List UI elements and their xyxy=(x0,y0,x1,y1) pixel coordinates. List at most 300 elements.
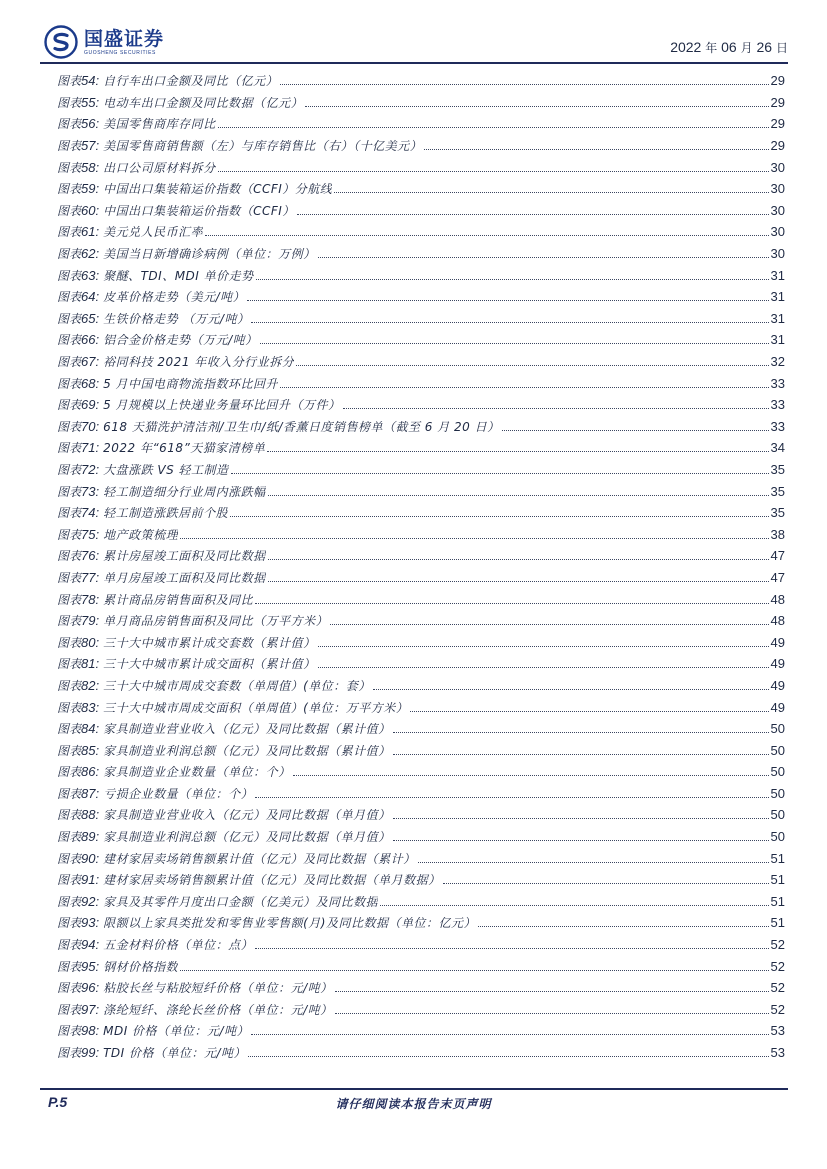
toc-entry-page: 49 xyxy=(770,699,785,715)
toc-entry-number: 84: xyxy=(81,721,100,737)
toc-entry[interactable] xyxy=(57,783,785,805)
toc-entry[interactable] xyxy=(57,826,785,848)
toc-entry-page: 31 xyxy=(770,310,785,326)
toc-entry-page: 31 xyxy=(770,267,785,283)
toc-entry-number: 89: xyxy=(81,829,100,845)
toc-entry-label xyxy=(57,763,99,780)
toc-entry-number: 64: xyxy=(81,289,100,305)
toc-entry-title: 三十大中城市累计成交套数（累计值） xyxy=(103,635,316,650)
toc-entry-prefix: 图表 xyxy=(57,376,82,391)
toc-entry-title: 聚醚、TDI、MDI 单价走势 xyxy=(103,268,254,283)
toc-entry-number: 58: xyxy=(81,159,100,175)
toc-entry-page: 32 xyxy=(770,354,785,370)
toc-entry-number: 81: xyxy=(81,656,100,672)
toc-leader-dots xyxy=(335,1013,769,1014)
toc-entry-title: 美国当日新增确诊病例（单位：万例） xyxy=(103,247,316,262)
toc-leader-dots xyxy=(334,192,768,193)
toc-entry-number: 68: xyxy=(81,375,100,391)
toc-entry-number: 92: xyxy=(81,893,100,909)
toc-entry-page: 50 xyxy=(770,785,785,801)
toc-entry-title: 限额以上家具类批发和零售业零售额(月)及同比数据（单位：亿元） xyxy=(103,916,476,931)
toc-entry-number: 79: xyxy=(81,613,100,629)
toc-entry-label xyxy=(57,979,99,996)
toc-entry-prefix: 图表 xyxy=(57,419,82,434)
toc-entry-label xyxy=(57,267,99,284)
toc-leader-dots xyxy=(267,451,768,452)
toc-entry-number: 72: xyxy=(81,461,100,477)
toc-entry-label xyxy=(57,547,99,564)
toc-entry[interactable] xyxy=(57,351,785,373)
toc-entry[interactable] xyxy=(57,761,785,783)
toc-leader-dots xyxy=(205,235,768,236)
toc-entry[interactable] xyxy=(57,502,785,524)
toc-leader-dots xyxy=(251,1034,768,1035)
toc-leader-dots xyxy=(478,926,769,927)
toc-entry-number: 62: xyxy=(81,246,100,262)
toc-leader-dots xyxy=(502,430,769,431)
toc-entry[interactable] xyxy=(57,999,785,1021)
toc-entry-title: 地产政策梳理 xyxy=(103,527,179,542)
toc-entry-title: 粘胶长丝与粘胶短纤价格（单位：元/吨） xyxy=(103,981,333,996)
toc-entry-label xyxy=(57,375,99,392)
toc-leader-dots xyxy=(318,646,769,647)
toc-entry-page: 50 xyxy=(770,742,785,758)
toc-entry-label xyxy=(57,699,99,716)
toc-leader-dots xyxy=(180,970,768,971)
toc-leader-dots xyxy=(180,538,768,539)
toc-entry-prefix: 图表 xyxy=(57,333,82,348)
toc-entry-label xyxy=(57,137,99,154)
toc-entry[interactable] xyxy=(57,588,785,610)
toc-entry-prefix: 图表 xyxy=(57,894,82,909)
toc-entry-label xyxy=(57,936,99,953)
toc-entry-label xyxy=(57,288,99,305)
toc-leader-dots xyxy=(330,624,768,625)
toc-entry-title: 生铁价格走势 （万元/吨） xyxy=(103,311,250,326)
toc-entry-title: 单月商品房销售面积及同比（万平方米） xyxy=(103,614,329,629)
toc-entry[interactable] xyxy=(57,264,785,286)
toc-entry-page: 31 xyxy=(770,332,785,348)
toc-entry-prefix: 图表 xyxy=(57,938,82,953)
toc-entry-title: 出口公司原材料拆分 xyxy=(103,160,216,175)
toc-entry-label xyxy=(57,504,99,521)
toc-entry-page: 31 xyxy=(770,289,785,305)
toc-leader-dots xyxy=(255,603,768,604)
disclaimer-note: 请仔细阅读本报告末页声明 xyxy=(335,1097,492,1111)
toc-entry[interactable] xyxy=(57,934,785,956)
toc-entry-label xyxy=(57,461,99,478)
toc-entry-page: 49 xyxy=(770,656,785,672)
toc-leader-dots xyxy=(268,495,769,496)
toc-entry-page: 49 xyxy=(770,677,785,693)
toc-entry-number: 86: xyxy=(81,764,100,780)
toc-leader-dots xyxy=(218,171,769,172)
toc-entry-prefix: 图表 xyxy=(57,1024,82,1039)
toc-entry[interactable] xyxy=(57,523,785,545)
toc-entry-number: 77: xyxy=(81,569,100,585)
toc-entry[interactable] xyxy=(57,1042,785,1064)
toc-entry-page: 50 xyxy=(770,829,785,845)
toc-entry-label xyxy=(57,850,99,867)
toc-entry-prefix: 图表 xyxy=(57,527,82,542)
toc-entry-page: 50 xyxy=(770,721,785,737)
toc-entry-prefix: 图表 xyxy=(57,743,82,758)
toc-entry-prefix: 图表 xyxy=(57,657,82,672)
toc-leader-dots xyxy=(305,106,768,107)
toc-entry-label xyxy=(57,634,99,651)
toc-entry-page: 30 xyxy=(770,181,785,197)
toc-entry-prefix: 图表 xyxy=(57,290,82,305)
toc-entry-label xyxy=(57,806,99,823)
toc-entry-number: 63: xyxy=(81,267,100,283)
toc-entry-prefix: 图表 xyxy=(57,160,82,175)
toc-entry-page: 51 xyxy=(770,893,785,909)
toc-entry-label xyxy=(57,1022,99,1039)
toc-entry-number: 87: xyxy=(81,785,100,801)
toc-entry-title: 618 天猫洗护清洁剂/卫生巾/纸/香薰日度销售榜单（截至 6 月 20 日） xyxy=(103,419,500,434)
toc-entry[interactable] xyxy=(57,200,785,222)
toc-entry[interactable] xyxy=(57,178,785,200)
toc-leader-dots xyxy=(231,473,769,474)
toc-entry-title: 2022 年“618”天猫家清榜单 xyxy=(103,441,266,456)
toc-entry-number: 54: xyxy=(81,73,100,89)
toc-entry[interactable] xyxy=(57,567,785,589)
toc-entry-title: 5 月规模以上快递业务量环比回升（万件） xyxy=(103,398,341,413)
toc-entry-number: 59: xyxy=(81,181,100,197)
toc-entry[interactable] xyxy=(57,113,785,135)
toc-entry[interactable] xyxy=(57,653,785,675)
toc-entry-label xyxy=(57,720,99,737)
toc-leader-dots xyxy=(255,797,768,798)
toc-leader-dots xyxy=(373,689,769,690)
toc-entry-label xyxy=(57,418,99,435)
toc-entry-title: 美国零售商库存同比 xyxy=(103,117,216,132)
toc-entry-page: 48 xyxy=(770,613,785,629)
toc-entry-page: 52 xyxy=(770,1001,785,1017)
toc-entry-title: 5 月中国电商物流指数环比回升 xyxy=(103,376,279,391)
toc-entry-number: 97: xyxy=(81,1001,100,1017)
toc-entry-number: 61: xyxy=(81,224,100,240)
toc-entry-page: 30 xyxy=(770,224,785,240)
toc-entry[interactable] xyxy=(57,156,785,178)
toc-entry-prefix: 图表 xyxy=(57,355,82,370)
toc-entry-title: 铝合金价格走势（万元/吨） xyxy=(103,333,258,348)
toc-entry-prefix: 图表 xyxy=(57,959,82,974)
toc-entry-page: 29 xyxy=(770,94,785,110)
toc-entry-title: 自行车出口金额及同比（亿元） xyxy=(103,74,279,89)
toc-entry-prefix: 图表 xyxy=(57,398,82,413)
toc-entry-prefix: 图表 xyxy=(57,678,82,693)
toc-entry-title: TDI 价格（单位：元/吨） xyxy=(103,1046,247,1061)
toc-entry-label xyxy=(57,94,99,111)
toc-entry-prefix: 图表 xyxy=(57,700,82,715)
toc-entry-page: 34 xyxy=(770,440,785,456)
toc-entry-label xyxy=(57,115,99,132)
toc-leader-dots xyxy=(318,667,769,668)
toc-entry-prefix: 图表 xyxy=(57,592,82,607)
toc-entry-number: 55: xyxy=(81,94,100,110)
date-day-char: 日 xyxy=(775,41,788,55)
toc-leader-dots xyxy=(410,711,768,712)
toc-entry-label xyxy=(57,828,99,845)
date-year: 2022 xyxy=(670,39,702,55)
toc-entry-label xyxy=(57,655,99,672)
toc-entry[interactable] xyxy=(57,696,785,718)
logo-chinese-name: 国盛证券 xyxy=(84,27,165,50)
toc-entry[interactable] xyxy=(57,221,785,243)
toc-entry[interactable] xyxy=(57,372,785,394)
toc-entry-page: 30 xyxy=(770,202,785,218)
toc-entry-label xyxy=(57,958,99,975)
toc-entry-title: 累计房屋竣工面积及同比数据 xyxy=(103,549,266,564)
toc-entry-prefix: 图表 xyxy=(57,808,82,823)
toc-leader-dots xyxy=(297,214,769,215)
toc-entry-page: 33 xyxy=(770,375,785,391)
toc-entry[interactable] xyxy=(57,92,785,114)
toc-entry-page: 47 xyxy=(770,548,785,564)
toc-entry-label xyxy=(57,245,99,262)
toc-entry-prefix: 图表 xyxy=(57,462,82,477)
toc-entry-page: 30 xyxy=(770,159,785,175)
toc-entry-prefix: 图表 xyxy=(57,873,82,888)
toc-entry-label xyxy=(57,353,99,370)
toc-entry-title: 家具制造业营业收入（亿元）及同比数据（累计值） xyxy=(103,722,391,737)
toc-entry-title: 家具制造业利润总额（亿元）及同比数据（单月值） xyxy=(103,830,391,845)
toc-entry-page: 35 xyxy=(770,461,785,477)
toc-entry-prefix: 图表 xyxy=(57,182,82,197)
toc-entry-label xyxy=(57,439,99,456)
toc-entry-prefix: 图表 xyxy=(57,981,82,996)
date-month-char: 月 xyxy=(740,41,753,55)
toc-entry-label xyxy=(57,785,99,802)
toc-entry[interactable] xyxy=(57,739,785,761)
toc-entry-prefix: 图表 xyxy=(57,506,82,521)
toc-entry-prefix: 图表 xyxy=(57,1046,82,1061)
toc-entry-prefix: 图表 xyxy=(57,786,82,801)
toc-entry-prefix: 图表 xyxy=(57,247,82,262)
toc-entry-page: 52 xyxy=(770,958,785,974)
toc-entry-label xyxy=(57,677,99,694)
guosheng-logo-icon xyxy=(44,25,78,59)
toc-entry-page: 53 xyxy=(770,1023,785,1039)
toc-entry-title: 家具制造业利润总额（亿元）及同比数据（累计值） xyxy=(103,743,391,758)
toc-entry[interactable] xyxy=(57,912,785,934)
toc-entry-title: 亏损企业数量（单位：个） xyxy=(103,786,254,801)
toc-entry[interactable] xyxy=(57,308,785,330)
date-year-char: 年 xyxy=(705,41,718,55)
toc-entry-number: 73: xyxy=(81,483,100,499)
date-day: 26 xyxy=(756,39,773,55)
toc-entry-label xyxy=(57,526,99,543)
toc-entry-prefix: 图表 xyxy=(57,851,82,866)
footer-divider xyxy=(40,1088,788,1090)
toc-entry-number: 56: xyxy=(81,116,100,132)
toc-entry-label xyxy=(57,893,99,910)
toc-entry-prefix: 图表 xyxy=(57,635,82,650)
toc-entry-title: 三十大中城市周成交面积（单周值）(单位：万平方米） xyxy=(103,700,409,715)
toc-entry-page: 29 xyxy=(770,73,785,89)
page-number: P.5 xyxy=(48,1094,68,1110)
toc-entry-number: 66: xyxy=(81,332,100,348)
toc-entry[interactable] xyxy=(57,847,785,869)
toc-entry-label xyxy=(57,396,99,413)
toc-entry[interactable] xyxy=(57,675,785,697)
toc-leader-dots xyxy=(393,754,769,755)
toc-entry-title: 美元兑人民币汇率 xyxy=(103,225,204,240)
toc-entry-page: 49 xyxy=(770,634,785,650)
toc-entry-label xyxy=(57,914,99,931)
toc-entry-number: 91: xyxy=(81,872,100,888)
toc-entry-number: 94: xyxy=(81,937,100,953)
toc-entry-prefix: 图表 xyxy=(57,74,82,89)
toc-entry-prefix: 图表 xyxy=(57,117,82,132)
toc-entry-page: 48 xyxy=(770,591,785,607)
toc-entry-title: 单月房屋竣工面积及同比数据 xyxy=(103,570,266,585)
table-of-figures xyxy=(57,70,785,1063)
toc-entry-prefix: 图表 xyxy=(57,722,82,737)
toc-entry-prefix: 图表 xyxy=(57,614,82,629)
toc-leader-dots xyxy=(268,559,769,560)
toc-entry[interactable] xyxy=(57,718,785,740)
toc-entry-page: 35 xyxy=(770,505,785,521)
toc-entry[interactable] xyxy=(57,955,785,977)
toc-entry-number: 96: xyxy=(81,980,100,996)
toc-entry-prefix: 图表 xyxy=(57,225,82,240)
toc-leader-dots xyxy=(280,387,768,388)
toc-entry[interactable] xyxy=(57,286,785,308)
toc-entry-number: 93: xyxy=(81,915,100,931)
toc-entry-label xyxy=(57,1044,99,1061)
toc-entry-title: 建材家居卖场销售额累计值（亿元）及同比数据（单月数据） xyxy=(103,873,441,888)
toc-entry[interactable] xyxy=(57,416,785,438)
toc-leader-dots xyxy=(393,840,769,841)
toc-entry-label xyxy=(57,223,99,240)
toc-leader-dots xyxy=(296,365,768,366)
toc-entry-page: 29 xyxy=(770,138,785,154)
toc-entry-number: 78: xyxy=(81,591,100,607)
toc-leader-dots xyxy=(393,818,769,819)
toc-entry-title: 电动车出口金额及同比数据（亿元） xyxy=(103,95,304,110)
toc-entry-page: 52 xyxy=(770,937,785,953)
toc-entry-title: 建材家居卖场销售额累计值（亿元）及同比数据（累计） xyxy=(103,851,416,866)
toc-entry[interactable] xyxy=(57,891,785,913)
toc-entry[interactable] xyxy=(57,329,785,351)
toc-entry[interactable] xyxy=(57,394,785,416)
toc-entry-title: MDI 价格（单位：元/吨） xyxy=(103,1024,250,1039)
toc-entry[interactable] xyxy=(57,631,785,653)
toc-entry-page: 50 xyxy=(770,807,785,823)
toc-entry-title: 钢材价格指数 xyxy=(103,959,179,974)
toc-entry-title: 轻工制造细分行业周内涨跌幅 xyxy=(103,484,266,499)
toc-entry-title: 中国出口集装箱运价指数（CCFI）分航线 xyxy=(103,182,333,197)
toc-entry-title: 家具及其零件月度出口金额（亿美元）及同比数据 xyxy=(103,894,379,909)
date-month: 06 xyxy=(721,39,737,55)
toc-leader-dots xyxy=(380,905,768,906)
toc-entry[interactable] xyxy=(57,804,785,826)
toc-entry[interactable] xyxy=(57,869,785,891)
toc-leader-dots xyxy=(247,300,768,301)
toc-entry[interactable] xyxy=(57,610,785,632)
toc-entry-title: 大盘涨跌 VS 轻工制造 xyxy=(103,462,229,477)
toc-entry-prefix: 图表 xyxy=(57,549,82,564)
toc-entry-label xyxy=(57,742,99,759)
toc-entry-title: 五金材料价格（单位：点） xyxy=(103,938,254,953)
toc-entry[interactable] xyxy=(57,459,785,481)
toc-entry-page: 33 xyxy=(770,397,785,413)
toc-entry-number: 74: xyxy=(81,505,100,521)
toc-entry-prefix: 图表 xyxy=(57,311,82,326)
toc-entry-prefix: 图表 xyxy=(57,268,82,283)
toc-entry-label xyxy=(57,591,99,608)
toc-entry-page: 30 xyxy=(770,246,785,262)
toc-leader-dots xyxy=(251,322,768,323)
toc-entry-number: 71: xyxy=(81,440,100,456)
toc-entry-page: 51 xyxy=(770,915,785,931)
toc-entry[interactable] xyxy=(57,437,785,459)
toc-entry[interactable] xyxy=(57,545,785,567)
toc-entry-title: 三十大中城市周成交套数（单周值）(单位：套） xyxy=(103,678,371,693)
toc-entry-label xyxy=(57,331,99,348)
toc-leader-dots xyxy=(218,127,769,128)
toc-entry-label xyxy=(57,159,99,176)
toc-entry-prefix: 图表 xyxy=(57,139,82,154)
toc-entry-title: 家具制造业营业收入（亿元）及同比数据（单月值） xyxy=(103,808,391,823)
toc-entry-label xyxy=(57,569,99,586)
toc-leader-dots xyxy=(293,775,769,776)
toc-entry-prefix: 图表 xyxy=(57,1002,82,1017)
toc-entry-number: 75: xyxy=(81,526,100,542)
toc-entry-title: 轻工制造涨跌居前个股 xyxy=(103,506,229,521)
report-date xyxy=(670,39,788,56)
toc-entry[interactable] xyxy=(57,243,785,265)
toc-entry-page: 33 xyxy=(770,418,785,434)
toc-entry-number: 85: xyxy=(81,742,100,758)
toc-entry-title: 涤纶短纤、涤纶长丝价格（单位：元/吨） xyxy=(103,1002,333,1017)
toc-entry-number: 99: xyxy=(81,1045,100,1061)
toc-leader-dots xyxy=(335,991,769,992)
toc-entry-number: 65: xyxy=(81,310,100,326)
toc-leader-dots xyxy=(343,408,769,409)
toc-entry-title: 裕同科技 2021 年收入分行业拆分 xyxy=(103,355,295,370)
toc-entry-page: 47 xyxy=(770,569,785,585)
toc-entry-prefix: 图表 xyxy=(57,203,82,218)
toc-entry-number: 67: xyxy=(81,354,100,370)
toc-entry[interactable] xyxy=(57,480,785,502)
toc-leader-dots xyxy=(424,149,768,150)
toc-entry-number: 69: xyxy=(81,397,100,413)
toc-entry[interactable] xyxy=(57,135,785,157)
toc-entry-label xyxy=(57,612,99,629)
toc-entry-number: 88: xyxy=(81,807,100,823)
toc-entry-number: 90: xyxy=(81,850,100,866)
toc-entry-title: 累计商品房销售面积及同比 xyxy=(103,592,254,607)
toc-entry-label xyxy=(57,871,99,888)
toc-entry-label xyxy=(57,1001,99,1018)
toc-entry-title: 美国零售商销售额（左）与库存销售比（右）（十亿美元） xyxy=(103,139,423,154)
logo-english-name: GUOSHENG SECURITIES xyxy=(84,49,156,56)
toc-entry[interactable] xyxy=(57,977,785,999)
toc-entry-prefix: 图表 xyxy=(57,570,82,585)
toc-entry[interactable] xyxy=(57,1020,785,1042)
toc-entry-number: 82: xyxy=(81,677,100,693)
toc-entry-label xyxy=(57,72,99,89)
toc-entry-label xyxy=(57,202,99,219)
toc-entry-prefix: 图表 xyxy=(57,441,82,456)
toc-entry[interactable] xyxy=(57,70,785,92)
toc-entry-title: 中国出口集装箱运价指数（CCFI） xyxy=(103,203,295,218)
toc-entry-prefix: 图表 xyxy=(57,830,82,845)
toc-leader-dots xyxy=(393,732,769,733)
